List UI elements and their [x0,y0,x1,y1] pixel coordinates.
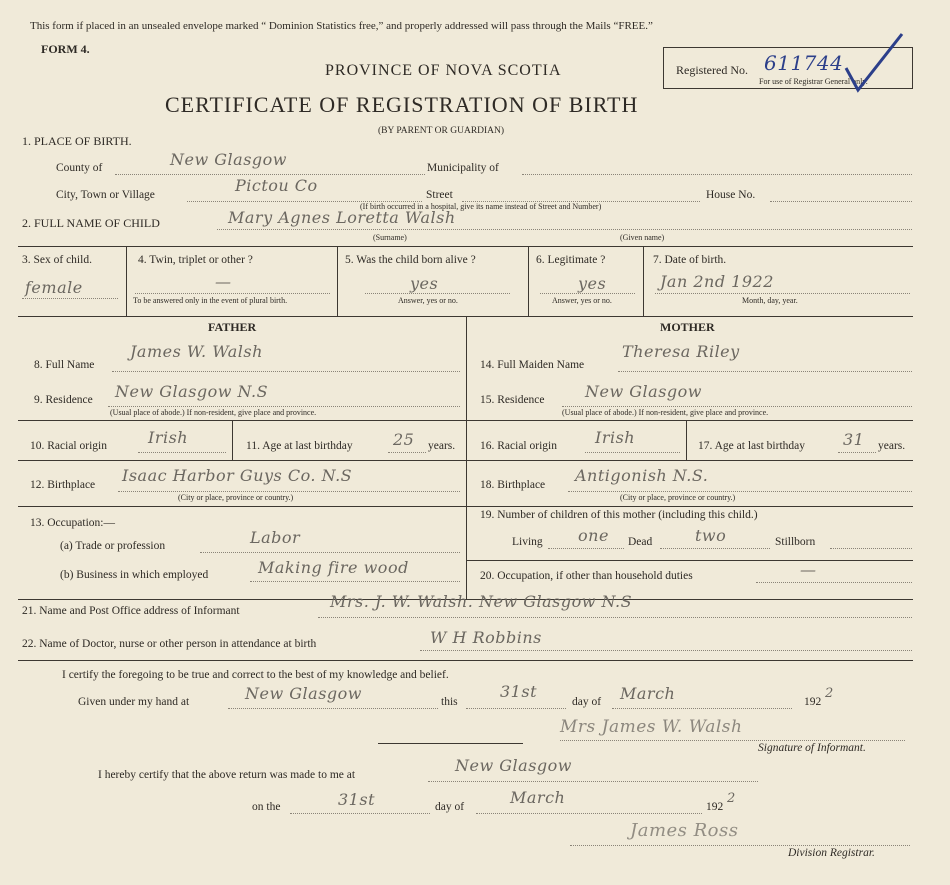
occupation-heading: 13. Occupation:— [30,517,115,529]
birth-date-note: Month, day, year. [742,296,798,305]
given-under-label: Given under my hand at [78,696,190,708]
trade-value: Labor [250,528,301,547]
county-label: County of [56,162,103,174]
mother-age-label: 17. Age at last birthday [698,440,805,452]
father-name-value: James W. Walsh [130,342,263,361]
registrar-place-value: New Glasgow [455,756,572,775]
mother-residence-value: New Glasgow [585,382,702,401]
given-month-value: March [620,684,676,703]
municipality-label: Municipality of [427,162,499,174]
doctor-value: W H Robbins [430,628,542,647]
province-heading: PROVINCE OF NOVA SCOTIA [325,62,562,79]
mother-name-label: 14. Full Maiden Name [480,359,585,371]
place-heading: 1. PLACE OF BIRTH. [22,134,132,148]
father-age-value: 25 [393,430,415,449]
stillborn-label: Stillborn [775,536,816,548]
legitimate-label: 6. Legitimate ? [536,254,606,266]
born-alive-label: 5. Was the child born alive ? [345,254,476,266]
registrar-signature: James Ross [630,820,739,841]
informant-value: Mrs. J. W. Walsh. New Glasgow N.S [330,592,633,611]
registrar-year-value: 2 [727,791,736,806]
street-label: Street [426,189,453,201]
father-birthplace-note: (City or place, province or country.) [178,493,294,502]
birth-date-label: 7. Date of birth. [653,254,727,266]
certify-statement: I certify the foregoing to be true and correct to the best of my knowledge and belief. [62,669,449,681]
mother-birthplace-value: Antigonish N.S. [575,466,709,485]
trade-label: (a) Trade or profession [60,540,166,552]
mother-residence-label: 15. Residence [480,394,545,406]
father-residence-label: 9. Residence [34,394,93,406]
sex-label: 3. Sex of child. [22,254,92,266]
father-residence-note: (Usual place of abode.) If non-resident, give place and province. [110,408,317,417]
surname-note: (Surname) [373,233,407,242]
mother-heading: MOTHER [660,320,715,334]
mail-notice: This form if placed in an unsealed envelope marked “ Dominion Statistics free,” and properly addressed will pass through the Mails “FREE.” [30,20,653,32]
born-alive-note: Answer, yes or no. [398,296,458,305]
given-day-value: 31st [500,682,537,701]
check-mark-icon [840,28,910,98]
children-label: 19. Number of children of this mother (including this child.) [480,509,758,521]
mother-racial-value: Irish [595,428,636,447]
father-age-label: 11. Age at last birthday [246,440,353,452]
this-label: this [441,696,458,708]
birth-date-value: Jan 2nd 1922 [660,272,774,291]
given-day-of-label: day of [572,696,602,708]
given-name-note: (Given name) [620,233,665,242]
father-heading: FATHER [208,320,257,334]
registration-label: Registered No. [676,63,748,77]
father-racial-label: 10. Racial origin [30,440,107,452]
given-year-prefix: 192 [804,696,822,708]
mother-occupation-value: — [800,560,817,579]
registration-note: For use of Registrar General only. [759,77,868,86]
informant-signature-label: Signature of Informant. [758,742,866,754]
twin-value: — [215,272,232,291]
mother-age-value: 31 [843,430,865,449]
business-value: Making fire wood [258,558,409,577]
father-birthplace-value: Isaac Harbor Guys Co. N.S [122,466,353,485]
informant-label: 21. Name and Post Office address of Informant [22,605,240,617]
legitimate-value: yes [578,274,607,293]
given-year-value: 2 [825,686,834,701]
twin-label: 4. Twin, triplet or other ? [138,254,253,266]
father-residence-value: New Glasgow N.S [115,382,269,401]
born-alive-value: yes [410,274,439,293]
sex-value: female [25,278,83,297]
mother-name-value: Theresa Riley [622,342,740,361]
dead-label: Dead [628,536,653,548]
registrar-on-the: on the [252,801,281,813]
twin-note: To be answered only in the event of plural birth. [133,296,288,305]
mother-years: years. [878,440,906,452]
page-subtitle: (BY PARENT OR GUARDIAN) [378,126,505,136]
mother-birthplace-label: 18. Birthplace [480,479,546,491]
child-name-label: 2. FULL NAME OF CHILD [22,216,160,230]
mother-birthplace-note: (City or place, province or country.) [620,493,736,502]
informant-signature: Mrs James W. Walsh [560,717,743,737]
registrar-month-value: March [510,788,566,807]
registrar-day-value: 31st [338,790,375,809]
form-number: FORM 4. [41,42,90,56]
city-value: Pictou Co [235,176,318,195]
registrar-statement: I hereby certify that the above return was made to me at [98,769,356,781]
mother-occupation-label: 20. Occupation, if other than household duties [480,570,693,582]
mother-racial-label: 16. Racial origin [480,440,557,452]
father-name-label: 8. Full Name [34,359,95,371]
father-years: years. [428,440,456,452]
street-note: (If birth occurred in a hospital, give its name instead of Street and Number) [360,202,602,211]
registrar-signature-label: Division Registrar. [788,847,875,859]
mother-residence-note: (Usual place of abode.) If non-resident, give place and province. [562,408,769,417]
legitimate-note: Answer, yes or no. [552,296,612,305]
father-racial-value: Irish [148,428,189,447]
registration-number: 611744 [764,51,844,75]
city-label: City, Town or Village [56,189,155,201]
registrar-day-of: day of [435,801,465,813]
house-label: House No. [706,189,756,201]
father-birthplace-label: 12. Birthplace [30,479,96,491]
child-name-value: Mary Agnes Loretta Walsh [228,208,456,227]
dead-value: two [695,526,727,545]
doctor-label: 22. Name of Doctor, nurse or other person in attendance at birth [22,638,317,650]
living-value: one [578,526,609,545]
county-value: New Glasgow [170,150,287,169]
given-place-value: New Glasgow [245,684,362,703]
page-title: CERTIFICATE OF REGISTRATION OF BIRTH [165,92,639,117]
living-label: Living [512,536,543,548]
business-label: (b) Business in which employed [60,569,209,581]
registrar-year-prefix: 192 [706,801,724,813]
